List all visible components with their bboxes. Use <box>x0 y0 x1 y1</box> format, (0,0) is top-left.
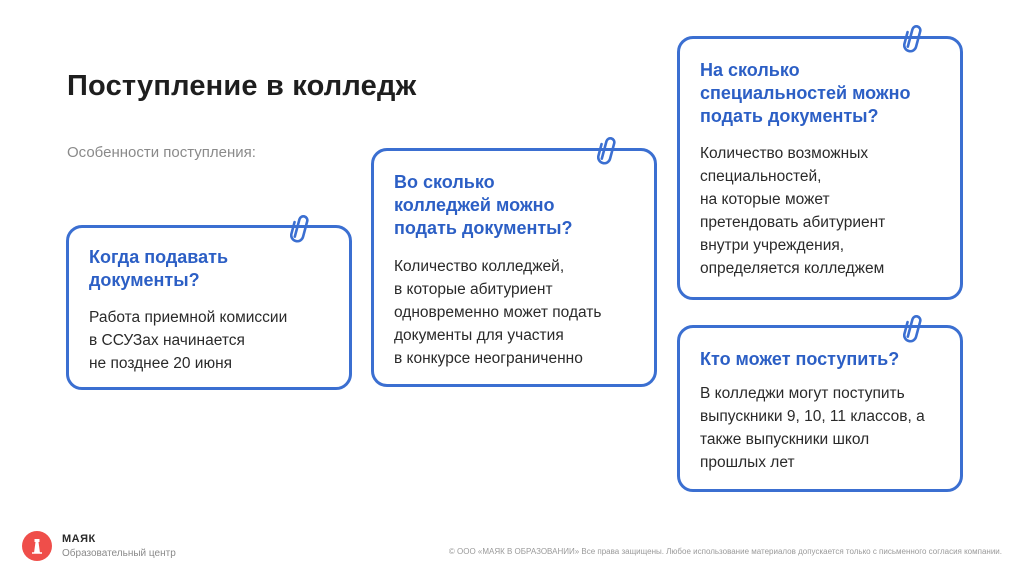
paperclip-icon <box>290 212 312 246</box>
lighthouse-logo-icon <box>22 531 52 561</box>
card-answer: Количество колледжей, в которые абитуриент одновременно может подать документы для участия в конкурсе неограниченно <box>394 258 602 367</box>
page-subtitle: Особенности поступления: <box>67 144 256 161</box>
card-answer: Работа приемной комиссии в ССУЗах начинается не позднее 20 июня <box>89 309 288 372</box>
paperclip-icon <box>903 312 925 346</box>
paperclip-icon <box>903 22 925 56</box>
card-question: На сколько специальностей можно подать документы? <box>700 60 911 126</box>
card-who-can-apply <box>677 325 963 492</box>
brand-name: МАЯК <box>62 533 96 545</box>
card-when-to-apply <box>66 225 352 390</box>
card-how-many-specialties <box>677 36 963 300</box>
card-question: Кто может поступить? <box>700 349 900 369</box>
card-question: Когда подавать документы? <box>89 247 229 290</box>
card-question: Во сколько колледжей можно подать документы? <box>394 172 573 238</box>
copyright-notice: © ООО «МАЯК В ОБРАЗОВАНИИ» Все права защищены. Любое использование материалов допускается только с письменного согласия компании. <box>448 547 1002 556</box>
paperclip-icon <box>597 134 619 168</box>
brand-subtitle: Образовательный центр <box>62 548 176 559</box>
card-answer: Количество возможных специальностей, на которые может претендовать абитуриент внутри учреждения, определяется колледжем <box>700 145 886 277</box>
card-how-many-colleges <box>371 148 657 387</box>
page-title: Поступление в колледж <box>67 70 417 102</box>
card-answer: В колледжи могут поступить выпускники 9, 10, 11 классов, а также выпускники школ прошлых лет <box>700 385 925 471</box>
